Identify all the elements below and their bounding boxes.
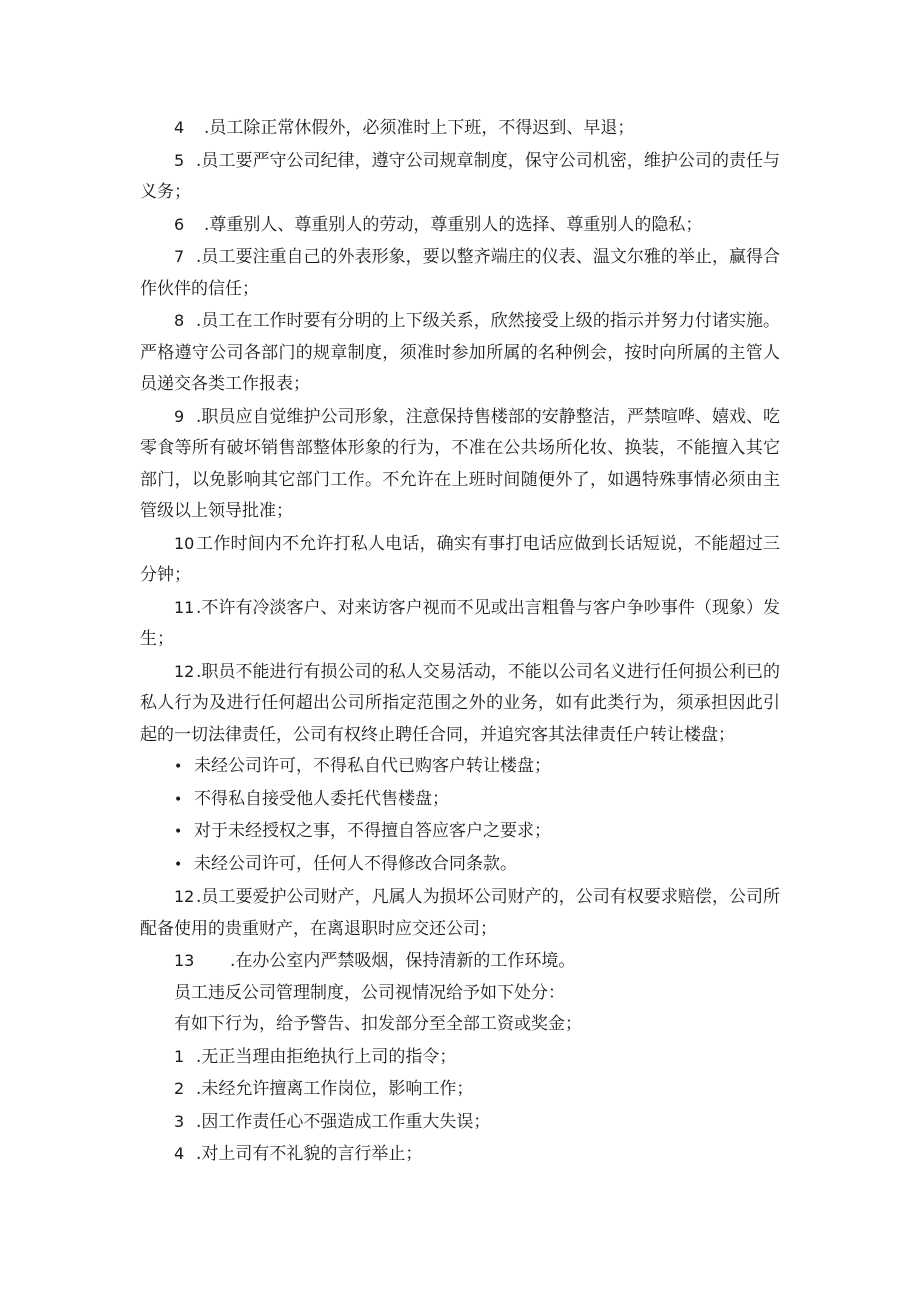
bullet-item <box>140 751 780 784</box>
bullet-dot-icon: • <box>174 856 183 873</box>
rule-text: .职员不能进行有损公司的私人交易活动，不能以公司名义进行任何损公利已的私人行为及进行任何超出公司所指定范围之外的业务，如有此类行为，须承担因此引起的一切法律责任，公司有权终止聘任合同，并追究客其法律责任户转让楼盘； <box>140 661 780 745</box>
rule-number: 12 <box>174 661 195 681</box>
penalty-text: .对上司有不礼貌的言行举止； <box>196 1144 423 1164</box>
document-body <box>140 112 780 1171</box>
bullet-text: 未经公司许可，任何人不得修改合同条款。 <box>194 853 517 874</box>
bullet-text: 不得私自接受他人委托代售楼盘； <box>194 788 449 809</box>
penalty-text: .未经允许擅离工作岗位，影响工作； <box>196 1079 474 1099</box>
rule-text: .员工除正常休假外，必须准时上下班，不得迟到、早退； <box>204 118 635 138</box>
rule-text: .在办公室内严禁吸烟，保持清新的工作环境。 <box>230 951 576 971</box>
rule-text: .职员应自觉维护公司形象，注意保持售楼部的安静整洁，严禁喧哗、嬉戏、吃零食等所有破坏销售部整体形象的行为，不准在公共场所化妆、换装，不能擅入其它部门，以免影响其它部门工作。不允许在上班时间随便外了，如遇特殊事情必须由主管级以上领导批准； <box>140 406 780 521</box>
penalty-intro: 员工违反公司管理制度，公司视情况给予如下处分： <box>174 982 565 1003</box>
rule-paragraph <box>140 945 780 978</box>
penalty-item <box>140 1106 780 1139</box>
rule-paragraph <box>140 112 780 145</box>
rule-text: .不许有冷淡客户、对来访客户视而不见或出言粗鲁与客户争吵事件（现象）发生； <box>140 597 780 649</box>
bullet-item <box>140 784 780 817</box>
rule-paragraph <box>140 145 780 209</box>
rule-text: 工作时间内不允许打私人电话，确实有事打电话应做到长话短说，不能超过三分钟； <box>140 533 780 585</box>
bullet-dot-icon: • <box>174 759 183 775</box>
penalty-item <box>140 1138 780 1171</box>
penalty-text: .因工作责任心不强造成工作重大失误； <box>196 1111 491 1132</box>
rule-number: 7 <box>174 247 185 266</box>
rule-paragraph <box>140 528 780 592</box>
rule-text: .员工要严守公司纪律，遵守公司规章制度，保守公司机密，维护公司的责任与义务； <box>140 150 780 202</box>
rule-paragraph <box>140 305 780 401</box>
rule-text: .尊重别人、尊重别人的劳动，尊重别人的选择、尊重别人的隐私； <box>204 214 703 235</box>
penalty-number: 4 <box>174 1144 185 1163</box>
rule-number: 6 <box>174 214 185 234</box>
bullet-item <box>140 816 780 849</box>
rule-number: 11 <box>174 597 195 617</box>
bullet-dot-icon: • <box>174 791 183 808</box>
bullet-text: 未经公司许可，不得私自代已购客户转让楼盘； <box>194 756 551 776</box>
penalty-item <box>140 1073 780 1106</box>
bullet-text: 对于未经授权之事，不得擅自答应客户之要求； <box>194 821 551 841</box>
penalty-number: 1 <box>174 1046 185 1066</box>
penalty-item <box>140 1041 780 1074</box>
rule-text: .员工在工作时要有分明的上下级关系，欣然接受上级的指示并努力付诸实施。严格遵守公司各部门的规章制度，须准时参加所属的名种例会，按时向所属的主管人员递交各类工作报表； <box>140 311 780 394</box>
rule-paragraph <box>140 241 780 305</box>
rule-number: 5 <box>174 150 185 170</box>
bullet-dot-icon: • <box>174 824 183 840</box>
rule-number: 8 <box>174 311 185 330</box>
rule-number: 12 <box>174 887 195 906</box>
rule-text: .员工要爱护公司财产，凡属人为损坏公司财产的，公司有权要求赔偿，公司所配备使用的贵重财产，在离退职时应交还公司； <box>140 887 780 939</box>
rule-number: 10 <box>174 533 195 553</box>
rule-paragraph <box>140 209 780 242</box>
penalty-number: 3 <box>174 1111 185 1131</box>
rule-paragraph <box>140 881 780 945</box>
penalty-warning-intro: 有如下行为，给予警告、扣发部分至全部工资或奖金； <box>174 1014 582 1034</box>
rule-paragraph <box>140 401 780 528</box>
penalty-text: .无正当理由拒绝执行上司的指令； <box>196 1046 457 1067</box>
rule-paragraph <box>140 592 780 656</box>
bullet-item <box>140 849 780 882</box>
rule-paragraph <box>140 656 780 752</box>
rule-number: 4 <box>174 118 185 137</box>
rule-number: 9 <box>174 406 185 426</box>
penalty-number: 2 <box>174 1079 185 1098</box>
rule-number: 13 <box>174 951 195 970</box>
rule-text: .员工要注重自己的外表形象，要以整齐端庄的仪表、温文尔雅的举止，赢得合作伙伴的信任； <box>140 247 780 299</box>
